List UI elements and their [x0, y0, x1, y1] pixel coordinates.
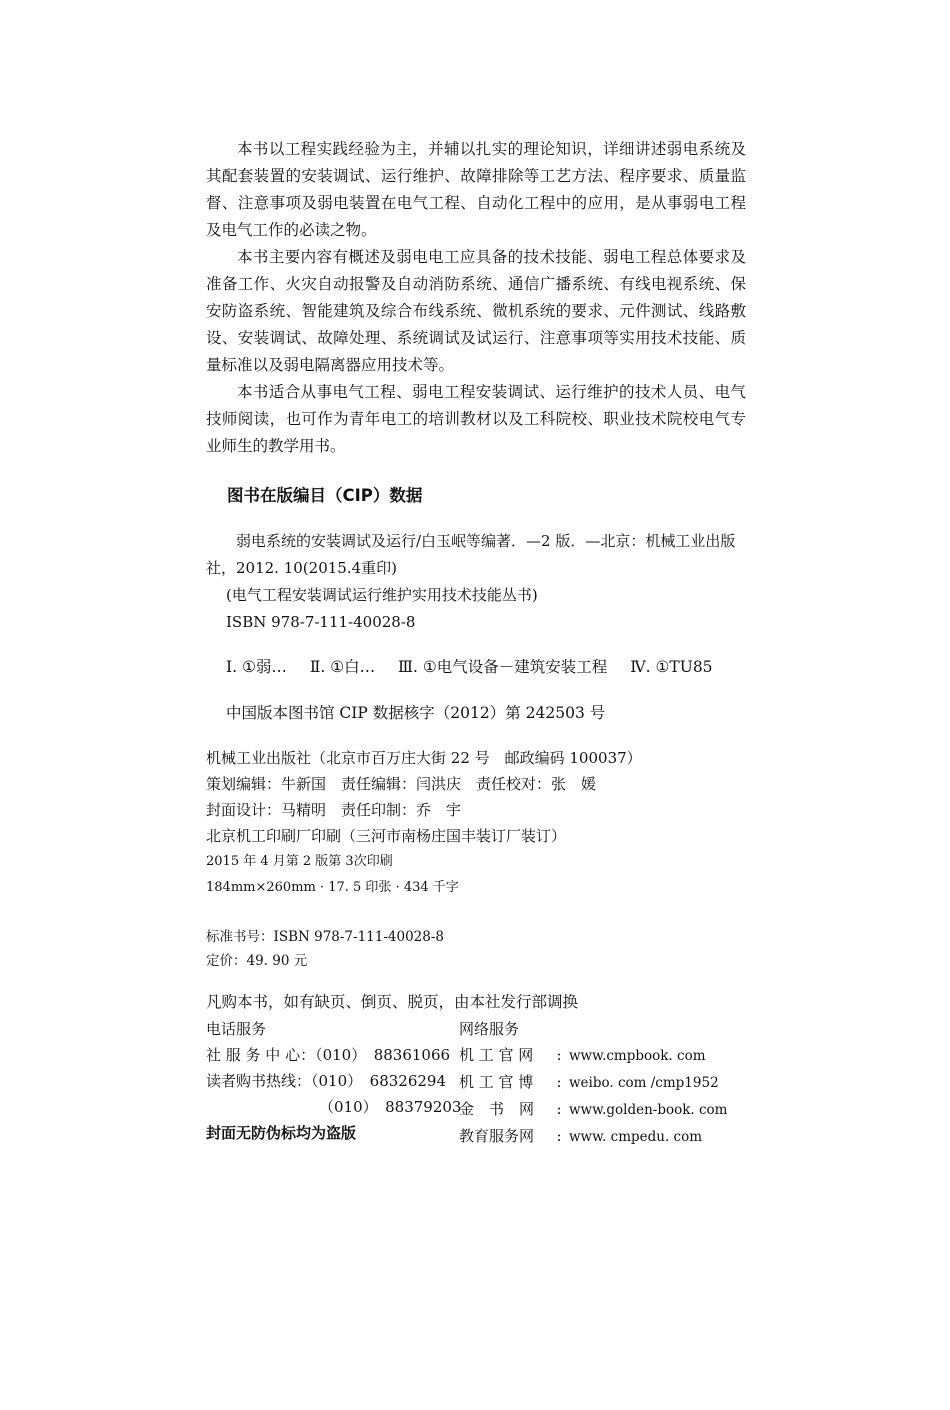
hotline-row — [206, 1068, 461, 1094]
network-row: 机 工 官 网 : www.cmpbook. com — [459, 1042, 727, 1069]
isbn-price-block — [206, 925, 444, 973]
design-line: 封面设计：马精明 责任印制：乔 宇 — [206, 801, 462, 819]
editors-line: 策划编辑：牛新国 责任编辑：闫洪庆 责任校对：张 媛 — [206, 775, 597, 793]
network-label: 机 工 官 网 — [459, 1046, 534, 1064]
service-center-label: 社 服 务 中 心： — [206, 1046, 316, 1064]
network-service-heading: 网络服务 — [459, 1020, 520, 1038]
phone-service — [206, 1016, 461, 1146]
phone-service-heading: 电话服务 — [206, 1020, 267, 1038]
network-url-link[interactable]: www. cmpedu. com — [569, 1129, 703, 1145]
publisher-name: 机械工业出版社（北京市百万庄大街 22 号 邮政编码 100037） — [206, 749, 642, 767]
intro-paragraph-2: 本书主要内容有概述及弱电电工应具备的技术技能、弱电工程总体要求及准备工作、火灾自动报警及自动消防系统、通信广播系统、有线电视系统、保安防盗系统、智能建筑及综合布线系统、微机系统的要求、元件测试、线路敷设、安装调试、故障处理、系统调试及试运行、注意事项等实用技术技能、质量标准以及弱电隔离器应用技术等。 — [206, 248, 746, 374]
hotline-row-2 — [206, 1094, 461, 1120]
hotline-label: 读者购书热线： — [206, 1072, 312, 1090]
cip-classification — [226, 655, 731, 677]
network-service — [459, 1016, 727, 1150]
cip-record — [206, 528, 746, 636]
edition-line: 2015 年 4 月第 2 版第 3次印刷 — [206, 854, 393, 869]
network-url-link[interactable]: weibo. com /cmp1952 — [569, 1075, 719, 1091]
intro-paragraph-1: 本书以工程实践经验为主，并辅以扎实的理论知识，详细讲述弱电系统及其配套装置的安装调试、运行维护、故障排除等工艺方法、程序要求、质量监督、注意事项及弱电装置在电气工程、自动化工程中的应用，是从事弱电工程及电气工作的必读之物。 — [206, 140, 746, 239]
book-introduction — [206, 136, 746, 460]
intro-paragraph-3: 本书适合从事电气工程、弱电工程安装调试、运行维护的技术人员、电气技师阅读，也可作为青年电工的培训教材以及工科院校、职业技术院校电气专业师生的教学用书。 — [206, 383, 746, 455]
network-label: 金 书 网 — [459, 1100, 535, 1118]
network-row: 金 书 网 : www.golden-book. com — [459, 1096, 727, 1123]
cip-heading: 图书在版编目（CIP）数据 — [227, 486, 423, 505]
anti-counterfeit-notice: 封面无防伪标均为盗版 — [206, 1124, 357, 1142]
network-label: 教育服务网 — [459, 1127, 535, 1145]
classification-item: Ⅱ. ①白… — [309, 658, 376, 676]
service-center-number: （010） 88361066 — [315, 1046, 451, 1064]
hotline-number-2: （010） 88379203 — [319, 1098, 462, 1116]
network-url-link[interactable]: www.golden-book. com — [569, 1102, 728, 1118]
cip-title-line: 弱电系统的安装调试及运行/白玉岷等编著．—2 版．—北京：机械工业出版社，2012. 10(2015.4重印) — [206, 532, 736, 577]
publisher-info — [206, 745, 642, 901]
classification-item: Ⅳ. ①TU85 — [630, 658, 713, 676]
service-center-row — [206, 1042, 461, 1068]
network-row: 教育服务网 : www. cmpedu. com — [459, 1123, 727, 1150]
network-url-link[interactable]: www.cmpbook. com — [569, 1048, 706, 1064]
defect-notice: 凡购本书，如有缺页、倒页、脱页，由本社发行部调换 — [206, 993, 579, 1011]
cip-isbn: ISBN 978-7-111-40028-8 — [226, 613, 416, 631]
hotline-number-1: （010） 68326294 — [311, 1072, 446, 1090]
price: 定价：49. 90 元 — [206, 953, 308, 969]
cip-series: (电气工程安装调试运行维护实用技术技能丛书) — [226, 586, 538, 604]
format-line: 184mm×260mm · 17. 5 印张 · 434 千字 — [206, 880, 459, 895]
printer-line: 北京机工印刷厂印刷（三河市南杨庄国丰装订厂装订） — [206, 827, 567, 845]
cip-verification-number: 中国版本图书馆 CIP 数据核字（2012）第 242503 号 — [226, 704, 606, 722]
classification-item: Ⅲ. ①电气设备－建筑安装工程 — [398, 658, 608, 676]
standard-book-number: 标准书号：ISBN 978-7-111-40028-8 — [206, 929, 445, 945]
classification-item: Ⅰ. ①弱… — [226, 658, 287, 676]
network-row: 机 工 官 博 : weibo. com /cmp1952 — [459, 1069, 727, 1096]
network-label: 机 工 官 博 — [459, 1073, 534, 1091]
